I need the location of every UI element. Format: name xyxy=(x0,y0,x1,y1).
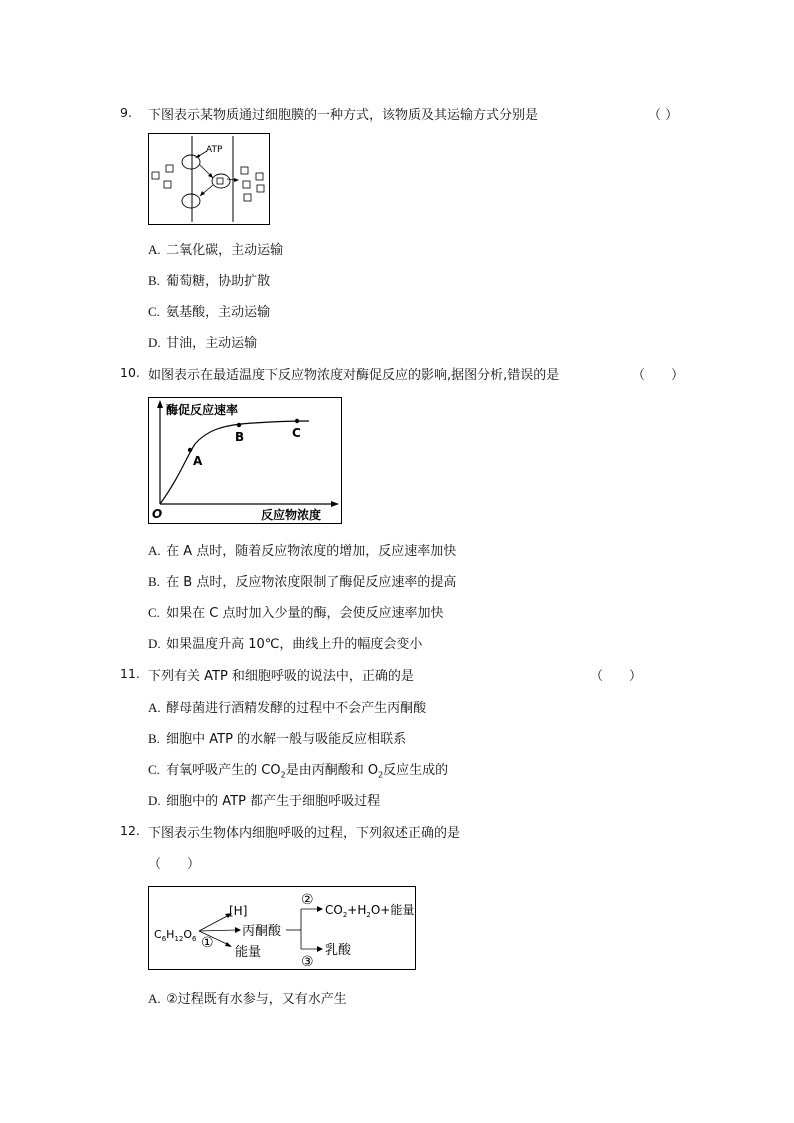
q9-option-a: A. 二氧化碳，主动运输 xyxy=(148,242,284,258)
q11-option-a: A. 酵母菌进行酒精发酵的过程中不会产生丙酮酸 xyxy=(148,700,427,716)
q10-rate-chart xyxy=(148,397,342,524)
q10-option-b: B. 在 B 点时，反应物浓度限制了酶促反应速率的提高 xyxy=(148,574,457,590)
q10-stem: 如图表示在最适温度下反应物浓度对酶促反应的影响,据图分析,错误的是 xyxy=(148,368,560,383)
q11-option-c: C. 有氧呼吸产生的 $CO_2$是由丙酮酸和 $O_2$反应生成的 xyxy=(148,762,449,780)
q9-number: 9. xyxy=(120,105,132,120)
q12-step2-label: ② xyxy=(301,892,314,908)
q11-option-d: D. 细胞中的 ATP 都产生于细胞呼吸过程 xyxy=(148,793,381,809)
q10-number: 10. xyxy=(120,365,140,380)
q12-aerobic-products: $CO_2+H_2O+$能量 xyxy=(325,903,415,919)
q12-number: 12. xyxy=(120,823,140,838)
q10-option-d: D. 如果温度升高 10℃，曲线上升的幅度会变小 xyxy=(148,636,423,652)
q9-answer-paren: （ ） xyxy=(648,108,679,123)
q12-glucose-label: $C_6H_{12}O_6$ xyxy=(154,928,197,943)
q9-stem: 下图表示某物质通过细胞膜的一种方式，该物质及其运输方式分别是 xyxy=(148,108,539,123)
q12-pyruvate-label: 丙酮酸 xyxy=(242,924,282,939)
q10-label-b: B xyxy=(235,430,245,444)
q11-answer-paren: （ ） xyxy=(590,669,643,684)
q12-h-label: [H] xyxy=(229,904,248,918)
q10-answer-paren: （ ） xyxy=(632,368,685,383)
q10-point-a xyxy=(188,448,192,452)
q10-option-c: C. 如果在 C 点时加入少量的酶，会使反应速率加快 xyxy=(148,605,444,621)
q11-stem: 下列有关 ATP 和细胞呼吸的说法中，正确的是 xyxy=(148,669,414,684)
q10-origin-label: O xyxy=(152,507,163,521)
q12-step3-label: ③ xyxy=(301,954,314,969)
q10-label-a: A xyxy=(193,454,203,468)
q9-membrane-figure xyxy=(148,133,270,225)
q12-answer-paren: （ ） xyxy=(148,857,201,872)
q9-option-b: B. 葡萄糖，协助扩散 xyxy=(148,273,271,289)
q10-x-axis-label: 反应物浓度 xyxy=(261,508,322,522)
q12-lactate-label: 乳酸 xyxy=(325,943,352,958)
q11-number: 11. xyxy=(120,666,140,681)
q10-point-b xyxy=(237,423,241,427)
q10-option-a: A. 在 A 点时，随着反应物浓度的增加，反应速率加快 xyxy=(148,543,457,559)
q10-point-c xyxy=(295,419,299,423)
q9-atp-label: ATP xyxy=(206,145,223,155)
q9-option-d: D. 甘油，主动运输 xyxy=(148,335,258,351)
q12-step1-label: ① xyxy=(201,935,214,951)
q12-option-a: A. ②过程既有水参与，又有水产生 xyxy=(148,991,347,1007)
q12-respiration-diagram xyxy=(148,886,416,970)
q11-option-b: B. 细胞中 ATP 的水解一般与吸能反应相联系 xyxy=(148,731,407,747)
q12-stem: 下图表示生物体内细胞呼吸的过程，下列叙述正确的是 xyxy=(148,826,461,841)
q9-option-c: C. 氨基酸，主动运输 xyxy=(148,304,271,320)
q12-energy-label: 能量 xyxy=(235,945,262,960)
q10-y-axis-label: 酶促反应速率 xyxy=(166,403,239,417)
q10-label-c: C xyxy=(292,426,301,440)
